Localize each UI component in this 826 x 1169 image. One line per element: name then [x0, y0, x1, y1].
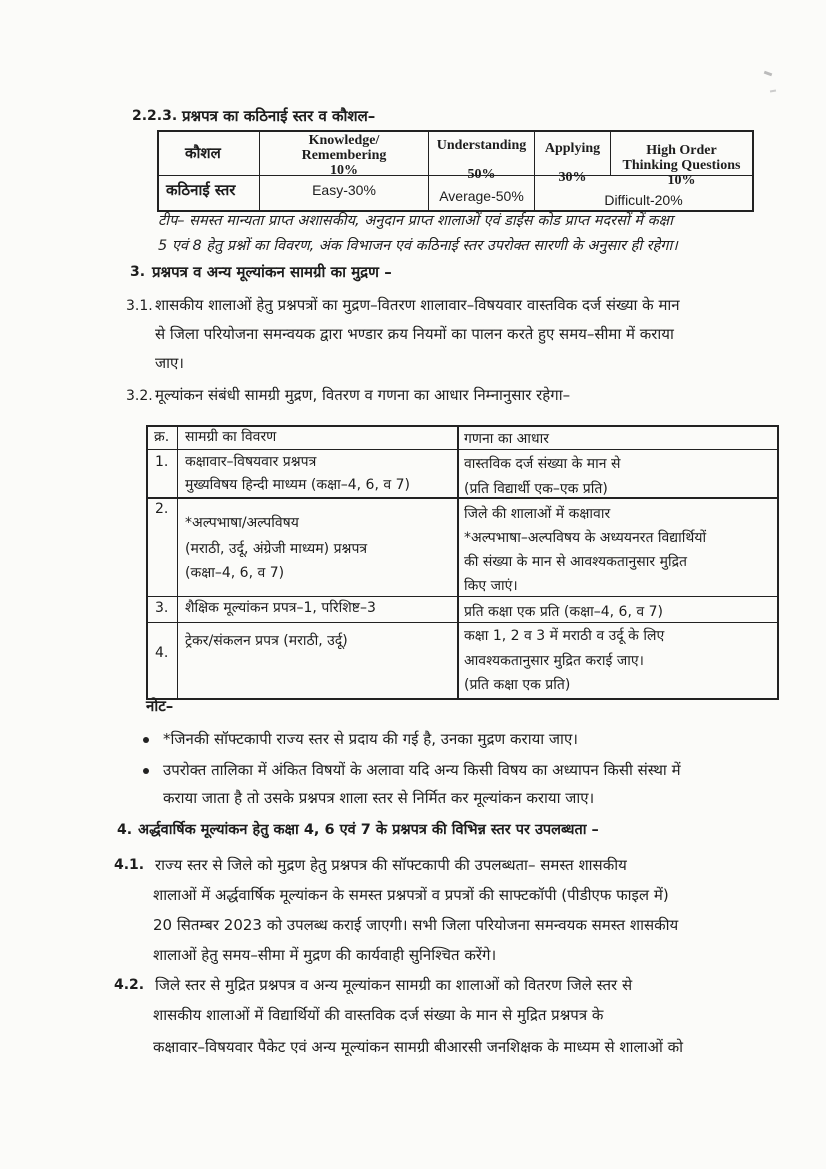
material-description: (मराठी, उर्दू, अंग्रेजी माध्यम) प्रश्नपत्र [185, 541, 368, 557]
calculation-basis: आवश्यकतानुसार मुद्रित कराई जाए। [464, 653, 644, 669]
column-header: गणना का आधार [464, 431, 549, 447]
header-line: 30% [558, 170, 587, 185]
table-border [777, 425, 779, 700]
paragraph-line: कक्षावार–विषयवार पैकेट एवं अन्य मूल्यांकन सामग्री बीआरसी जनशिक्षक के माध्यम से शालाओं को [153, 1038, 684, 1056]
paragraph-line: जाए। [155, 354, 184, 372]
hots-header [611, 143, 752, 188]
section-number: 4.2. [114, 977, 145, 993]
easy-value: Easy-30% [312, 182, 376, 198]
tip-line: टीप– समस्त मान्यता प्राप्त अशासकीय, अनुदान प्राप्त शालाओं एवं डाईस कोड प्राप्त मदरसों में कक्षा [158, 213, 673, 229]
knowledge-header [260, 133, 428, 178]
note-bullet-text: *जिनकी सॉफ्टकापी राज्य स्तर से प्रदाय की गई है, उनका मुद्रण कराया जाए। [163, 730, 578, 748]
difficulty-level-label: कठिनाई स्तर [166, 181, 236, 199]
paragraph-line: शासकीय शालाओं हेतु प्रश्नपत्रों का मुद्रण–वितरण शालावार–विषयवार वास्तविक दर्ज संख्या के मान [155, 296, 680, 314]
calculation-basis: *अल्पभाषा–अल्पविषय के अध्ययनरत विद्यार्थियों [464, 530, 707, 546]
average-value: Average-50% [439, 188, 524, 204]
table-border [157, 130, 159, 212]
bullet-icon [143, 737, 149, 743]
serial-number: 4. [155, 645, 169, 661]
header-line: 10% [330, 163, 358, 178]
material-description: (कक्षा–4, 6, व 7) [185, 565, 285, 581]
applying-header [535, 141, 610, 185]
calculation-basis: जिले की शालाओं में कक्षावार [464, 506, 611, 522]
material-description: ट्रेकर/संकलन प्रपत्र (मराठी, उर्दू) [185, 633, 348, 649]
header-line: Understanding [436, 138, 527, 153]
scan-mark [764, 71, 773, 77]
header-line: 10% [667, 173, 696, 188]
section-number: 3.1. [126, 298, 153, 314]
table-border [157, 130, 754, 132]
table-border [146, 698, 779, 700]
paragraph-line: मूल्यांकन संबंधी सामग्री मुद्रण, वितरण व गणना का आधार निम्नानुसार रहेगा– [155, 386, 571, 404]
paragraph-line: शासकीय शालाओं में विद्यार्थियों की वास्तविक दर्ज संख्या के मान से मुद्रित प्रश्नपत्र के [153, 1006, 604, 1024]
section-number: 3.2. [126, 388, 153, 404]
table-border [146, 425, 148, 700]
header-line: Knowledge/ [308, 133, 380, 148]
table-border [146, 497, 779, 499]
table-border [752, 130, 754, 212]
header-line: High Order [646, 143, 717, 158]
section-heading: प्रश्नपत्र का कठिनाई स्तर व कौशल– [182, 107, 376, 125]
table-border [146, 449, 779, 450]
serial-number: 1. [155, 454, 169, 470]
note-label: नोट– [146, 697, 174, 715]
section-number: 3. [130, 264, 146, 280]
tip-line: 5 एवं 8 हेतु प्रश्नों का विवरण, अंक विभाजन एवं कठिनाई स्तर उपरोक्त सारणी के अनुसार ही रहेगा। [158, 238, 678, 254]
paragraph-line: राज्य स्तर से जिले को मुद्रण हेतु प्रश्नपत्र की सॉफ्टकापी की उपलब्धता– समस्त शासकीय [155, 856, 627, 874]
header-line: Applying [544, 141, 601, 156]
serial-number: 2. [155, 501, 169, 517]
material-description: *अल्पभाषा/अल्पविषय [185, 515, 299, 531]
paragraph-line: जिले स्तर से मुद्रित प्रश्नपत्र व अन्य मूल्यांकन सामग्री का शालाओं को वितरण जिले स्तर से [155, 976, 633, 994]
section-heading: अर्द्धवार्षिक मूल्यांकन हेतु कक्षा 4, 6 एवं 7 के प्रश्नपत्र की विभिन्न स्तर पर उपलब्धता – [138, 822, 599, 838]
calculation-basis: किए जाएं। [464, 578, 518, 594]
section-heading: प्रश्नपत्र व अन्य मूल्यांकन सामग्री का मुद्रण – [152, 263, 392, 281]
header-line: 50% [467, 167, 496, 182]
table-border [457, 425, 459, 700]
calculation-basis: (प्रति कक्षा एक प्रति) [464, 677, 571, 693]
calculation-basis: की संख्या के मान से आवश्यकतानुसार मुद्रित [464, 554, 687, 570]
section-number: 2.2.3. [132, 108, 178, 124]
paragraph-line: से जिला परियोजना समन्वयक द्वारा भण्डार क्रय नियमों का पालन करते हुए समय–सीमा में कराया [155, 325, 674, 343]
section-number: 4.1. [114, 857, 145, 873]
paragraph-line: शालाओं में अर्द्धवार्षिक मूल्यांकन के समस्त प्रश्नपत्रों व प्रपत्रों की साफ्टकॉपी (पीडीएफ फाइल में) [153, 886, 669, 904]
material-description: कक्षावार–विषयवार प्रश्नपत्र [185, 454, 317, 470]
note-bullet-text: उपरोक्त तालिका में अंकित विषयों के अलावा यदि अन्य किसी विषय का अध्यापन किसी संस्था में [163, 761, 681, 779]
calculation-basis: कक्षा 1, 2 व 3 में मराठी व उर्दू के लिए [464, 628, 665, 644]
difficult-value: Difficult-20% [604, 192, 683, 208]
calculation-basis: प्रति कक्षा एक प्रति (कक्षा–4, 6, व 7) [464, 604, 663, 620]
scan-mark [770, 89, 776, 92]
column-header: क्र. [154, 429, 170, 445]
paragraph-line: 20 सितम्बर 2023 को उपलब्ध कराई जाएगी। सभी जिला परियोजना समन्वयक समस्त शासकीय [153, 916, 679, 934]
header-line: Remembering [301, 148, 387, 163]
material-description: मुख्यविषय हिन्दी माध्यम (कक्षा–4, 6, व 7) [185, 477, 410, 493]
header-line: Thinking Questions [622, 158, 741, 173]
calculation-basis: (प्रति विद्यार्थी एक–एक प्रति) [464, 481, 608, 497]
column-header: सामग्री का विवरण [185, 429, 277, 445]
material-description: शैक्षिक मूल्यांकन प्रपत्र–1, परिशिष्ट–3 [185, 600, 376, 616]
note-bullet-text: कराया जाता है तो उसके प्रश्नपत्र शाला स्तर से निर्मित कर मूल्यांकन कराया जाए। [163, 789, 595, 807]
table-border [177, 425, 178, 700]
calculation-basis: वास्तविक दर्ज संख्या के मान से [464, 456, 621, 472]
skill-label: कौशल [185, 144, 221, 162]
serial-number: 3. [155, 600, 169, 616]
understanding-header [429, 138, 534, 182]
paragraph-line: शालाओं हेतु समय–सीमा में मुद्रण की कार्यवाही सुनिश्चित करेंगे। [153, 946, 497, 964]
table-border [146, 622, 779, 623]
section-number: 4. [117, 822, 133, 838]
bullet-icon [143, 768, 149, 774]
